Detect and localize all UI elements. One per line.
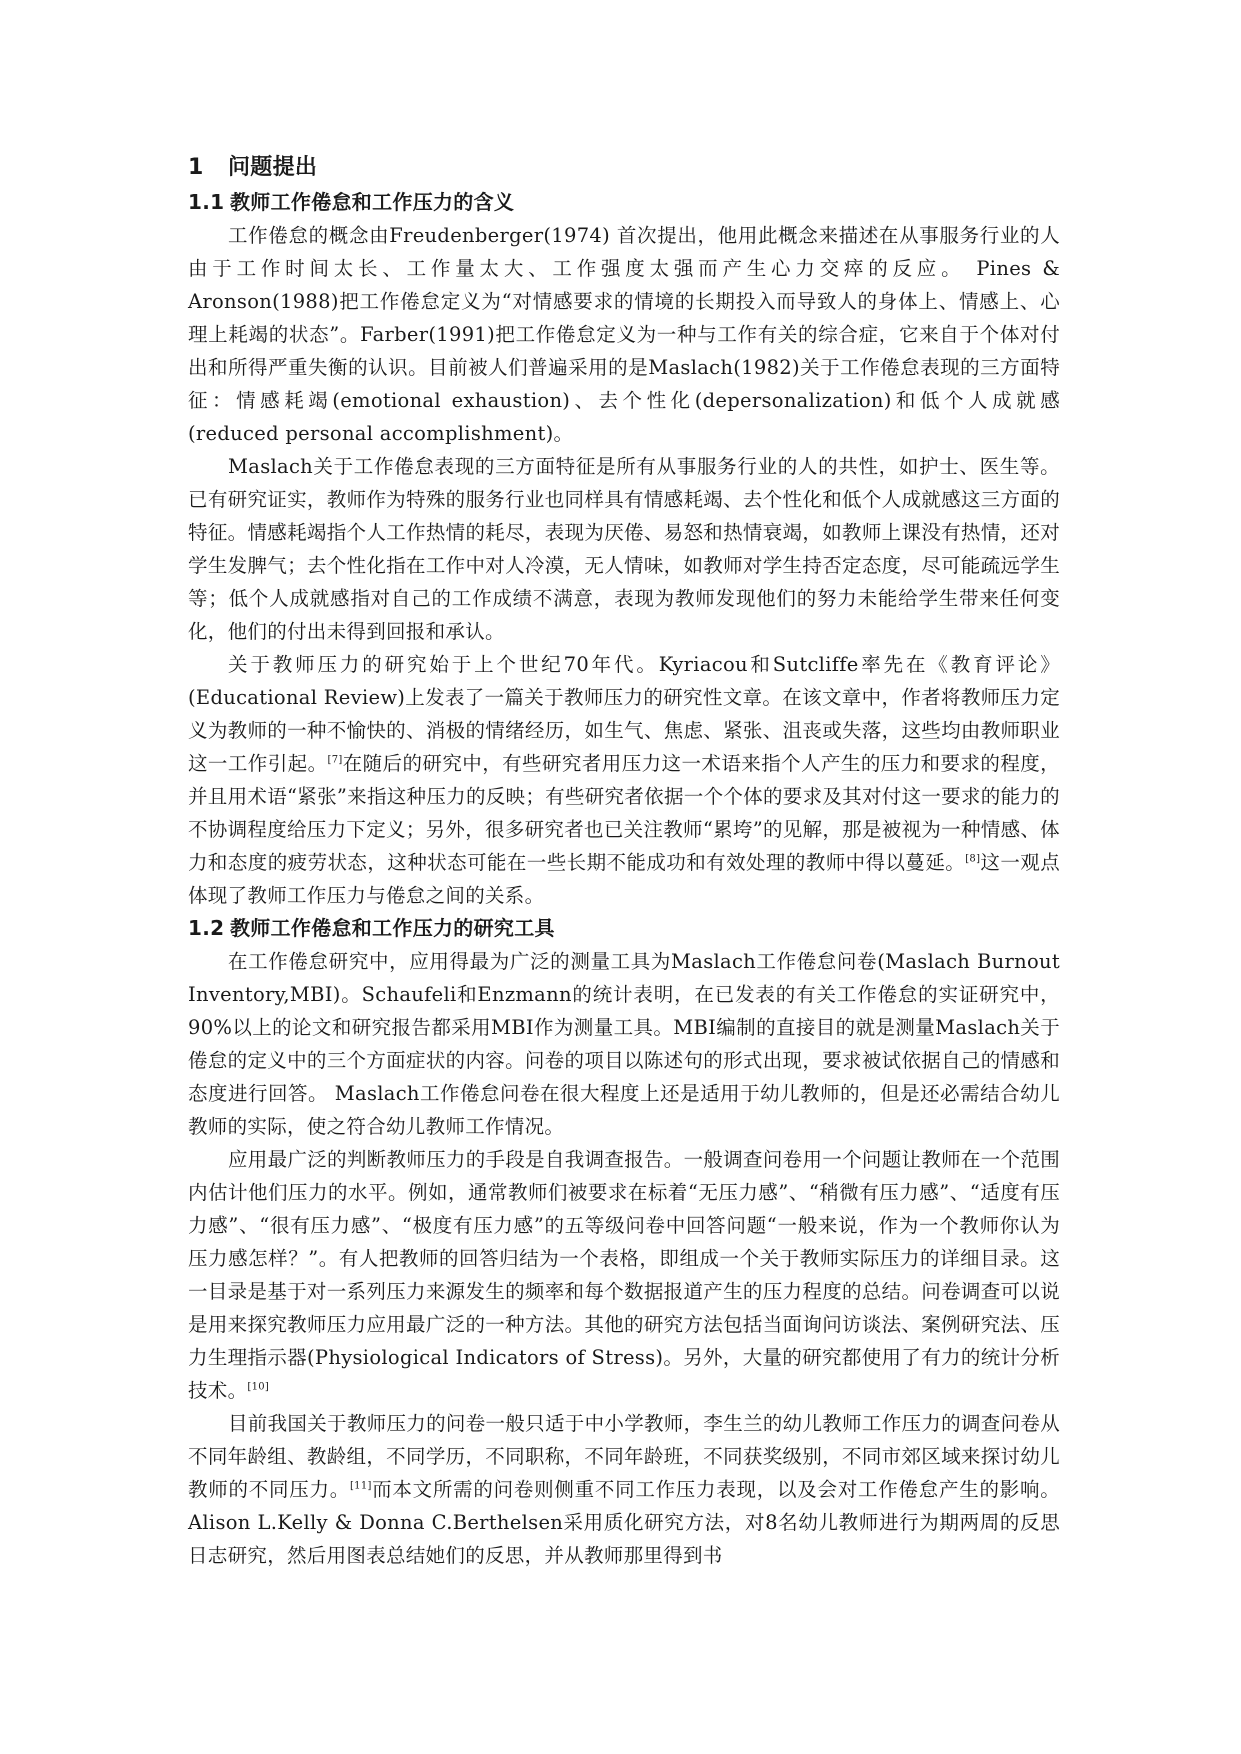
paragraph-domestic-research — [188, 1407, 1060, 1572]
paragraph-text: 在随后的研究中，有些研究者用压力这一术语来指个人产生的压力和要求的程度，并且用术语“紧张”来指这种压力的反映；有些研究者依据一个个体的要求及其对付这一要求的能力的不协调程度给压力下定义；另外，很多研究者也已关注教师“累垮”的见解，那是被视为一种情感、体力和态度的疲劳状态，这种状态可能在一些长期不能成功和有效处理的教师中得以蔓延。 — [188, 752, 1060, 874]
subsection-heading-1-2 — [188, 912, 1060, 945]
paragraph-maslach-features: Maslach关于工作倦怠表现的三方面特征是所有从事服务行业的人的共性，如护士、医生等。已有研究证实，教师作为特殊的服务行业也同样具有情感耗竭、去个性化和低个人成就感这三方面的特征。情感耗竭指个人工作热情的耗尽，表现为厌倦、易怒和热情衰竭，如教师上课没有热情，还对学生发脾气；去个性化指在工作中对人冷漠，无人情味，如教师对学生持否定态度，尽可能疏远学生等；低个人成就感指对自己的工作成绩不满意，表现为教师发现他们的努力未能给学生带来任何变化，他们的付出未得到回报和承认。 — [188, 455, 1060, 643]
citation-ref: [11] — [349, 1480, 372, 1492]
document-body — [188, 150, 1060, 1572]
paragraph-text: 目前我国关于教师压力的问卷一般只适于中小学教师，李生兰的幼儿教师工作压力的调查问卷从不同年龄组、教龄组，不同学历，不同职称，不同年龄班，不同获奖级别，不同市郊区域来探讨幼儿教师的不同压力。 — [188, 1412, 1060, 1501]
paragraph-text: 关于教师压力的研究始于上个世纪70年代。Kyriacou和Sutcliffe率先在《教育评论》(Educational Review)上发表了一篇关于教师压力的研究性文章。在该文章中，作者将教师压力定义为教师的一种不愉快的、消极的情绪经历，如生气、焦虑、紧张、沮丧或失落，这些均由教师职业这一工作引起。 — [188, 653, 1060, 775]
paragraph-text: 而本文所需的问卷则侧重不同工作压力表现，以及会对工作倦怠产生的影响。Alison L.Kelly & Donna C.Berthelsen采用质化研究方法，对8名幼儿教师进行为期两周的反思日志研究，然后用图表总结她们的反思，并从教师那里得到书 — [188, 1478, 1061, 1567]
paragraph-text: 这一观点体现了教师工作压力与倦怠之间的关系。 — [188, 851, 1060, 907]
subsection-number: 1.1 — [188, 190, 225, 214]
paragraph-text: 应用最广泛的判断教师压力的手段是自我调查报告。一般调查问卷用一个问题让教师在一个范围内估计他们压力的水平。例如，通常教师们被要求在标着“无压力感”、“稍微有压力感”、“适度有压力感”、“很有压力感”、“极度有压力感”的五等级问卷中回答问题“一般来说，作为一个教师你认为压力感怎样？”。有人把教师的回答归结为一个表格，即组成一个关于教师实际压力的详细目录。这一目录是基于对一系列压力来源发生的频率和每个数据报道产生的压力程度的总结。问卷调查可以说是用来探究教师压力应用最广泛的一种方法。其他的研究方法包括当面询问访谈法、案例研究法、压力生理指示器(Physiological Indicators of Stress)。另外，大量的研究都使用了有力的统计分析技术。 — [188, 1148, 1060, 1402]
citation-ref: [10] — [247, 1381, 270, 1393]
paragraph-self-report — [188, 1143, 1060, 1407]
subsection-number: 1.2 — [188, 916, 225, 940]
paragraph-burnout-definition: 工作倦怠的概念由Freudenberger(1974) 首次提出，他用此概念来描述在从事服务行业的人由于工作时间太长、工作量太大、工作强度太强而产生心力交瘁的反应。 Pines & Aronson(1988)把工作倦怠定义为“对情感要求的情境的长期投入而导致人的身体上、情感上、心理上耗竭的状态”。Farber(1991)把工作倦怠定义为一种与工作有关的综合症，它来自于个体对付出和所得严重失衡的认识。目前被人们普遍采用的是Maslach(1982)关于工作倦怠表现的三方面特征：情感耗竭(emotional exhaustion)、去个性化(depersonalization)和低个人成就感(reduced personal accomplishment)。 — [188, 224, 1060, 445]
section-heading — [188, 150, 1060, 186]
subsection-title: 教师工作倦怠和工作压力的研究工具 — [230, 916, 555, 940]
section-title: 问题提出 — [228, 155, 318, 180]
paragraph-teacher-stress-history — [188, 648, 1060, 912]
subsection-heading-1-1 — [188, 186, 1060, 219]
citation-ref: [8] — [965, 853, 981, 865]
section-number: 1 — [188, 155, 204, 180]
subsection-title: 教师工作倦怠和工作压力的含义 — [230, 190, 515, 214]
paragraph-mbi-tool: 在工作倦怠研究中，应用得最为广泛的测量工具为Maslach工作倦怠问卷(Maslach Burnout Inventory,MBI)。Schaufeli和Enzmann的统计表明，在已发表的有关工作倦怠的实证研究中，90%以上的论文和研究报告都采用MBI作为测量工具。MBI编制的直接目的就是测量Maslach关于倦怠的定义中的三个方面症状的内容。问卷的项目以陈述句的形式出现，要求被试依据自己的情感和态度进行回答。 Maslach工作倦怠问卷在很大程度上还是适用于幼儿教师的，但是还必需结合幼儿教师的实际，使之符合幼儿教师工作情况。 — [188, 950, 1060, 1138]
citation-ref: [7] — [327, 754, 343, 766]
